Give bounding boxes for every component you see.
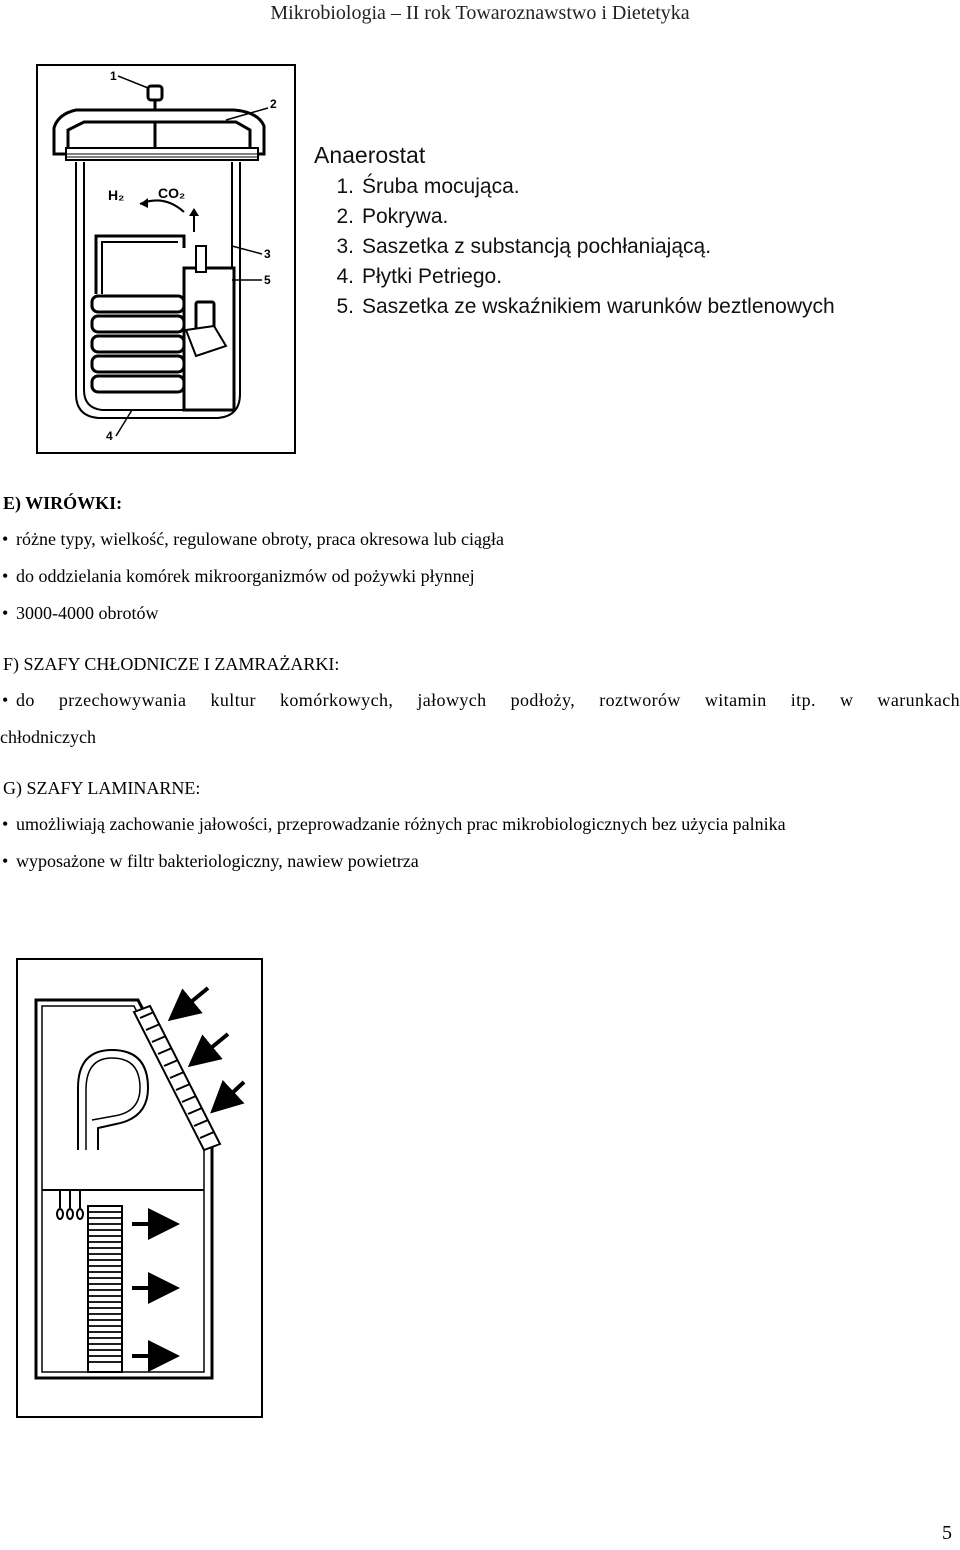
legend-number: 2. [336, 205, 354, 228]
anaerostat-legend [314, 140, 835, 322]
gas-label-co2: CO₂ [158, 185, 186, 201]
legend-item [314, 172, 835, 202]
legend-text: Pokrywa. [362, 205, 449, 228]
section-g-list [0, 813, 960, 872]
laminar-cabinet-figure [16, 958, 263, 1418]
callout-2: 2 [270, 97, 277, 111]
list-item: • umożliwiają zachowanie jałowości, przeprowadzanie różnych prac mikrobiologicznych bez użycia palnika [0, 813, 960, 835]
list-item: • 3000-4000 obrotów [0, 602, 960, 624]
callout-1: 1 [110, 69, 117, 83]
hepa-filter [88, 1206, 122, 1372]
section-heading-f: F) SZAFY CHŁODNICZE I ZAMRAŻARKI: [3, 654, 340, 674]
section-f-list [0, 689, 960, 748]
legend-number: 3. [336, 235, 354, 258]
running-header: Mikrobiologia – II rok Towaroznawstwo i Dietetyka [270, 2, 690, 24]
callout-3: 3 [264, 247, 271, 261]
legend-number: 1. [336, 175, 354, 198]
screw-knob [148, 86, 162, 100]
list-item: • wyposażone w filtr bakteriologiczny, nawiew powietrza [0, 850, 960, 872]
list-item-continuation: chłodniczych [0, 727, 96, 747]
anaerostat-figure [36, 64, 296, 454]
section-heading-e: E) WIRÓWKI: [3, 493, 123, 513]
legend-text: Saszetka z substancją pochłaniającą. [362, 235, 712, 258]
legend-text: Płytki Petriego. [362, 265, 503, 288]
legend-number: 5. [336, 295, 354, 318]
legend-title: Anaerostat [314, 142, 426, 168]
bullet-line: • do przechowywania kultur komórkowych, jałowych podłoży, roztworów witamin itp. w warunkach [16, 690, 960, 710]
body-text [0, 492, 960, 887]
page-number: 5 [942, 1522, 952, 1544]
legend-list [314, 172, 835, 322]
list-item: • do oddzielania komórek mikroorganizmów od pożywki płynnej [0, 565, 960, 587]
legend-text: Saszetka ze wskaźnikiem warunków beztlenowych [362, 295, 835, 318]
callout-5: 5 [264, 273, 271, 287]
list-item: • różne typy, wielkość, regulowane obroty, praca okresowa lub ciągła [0, 528, 960, 550]
section-heading-g: G) SZAFY LAMINARNE: [3, 778, 201, 798]
legend-text: Śruba mocująca. [362, 175, 520, 198]
legend-item [314, 202, 835, 232]
list-item [0, 689, 960, 711]
callout-4: 4 [106, 429, 113, 443]
petri-dish-stack [92, 296, 184, 392]
legend-item [314, 292, 835, 322]
legend-number: 4. [336, 265, 354, 288]
legend-item [314, 232, 835, 262]
legend-item [314, 262, 835, 292]
section-e-list [0, 528, 960, 624]
gas-label-h2: H₂ [108, 187, 125, 203]
